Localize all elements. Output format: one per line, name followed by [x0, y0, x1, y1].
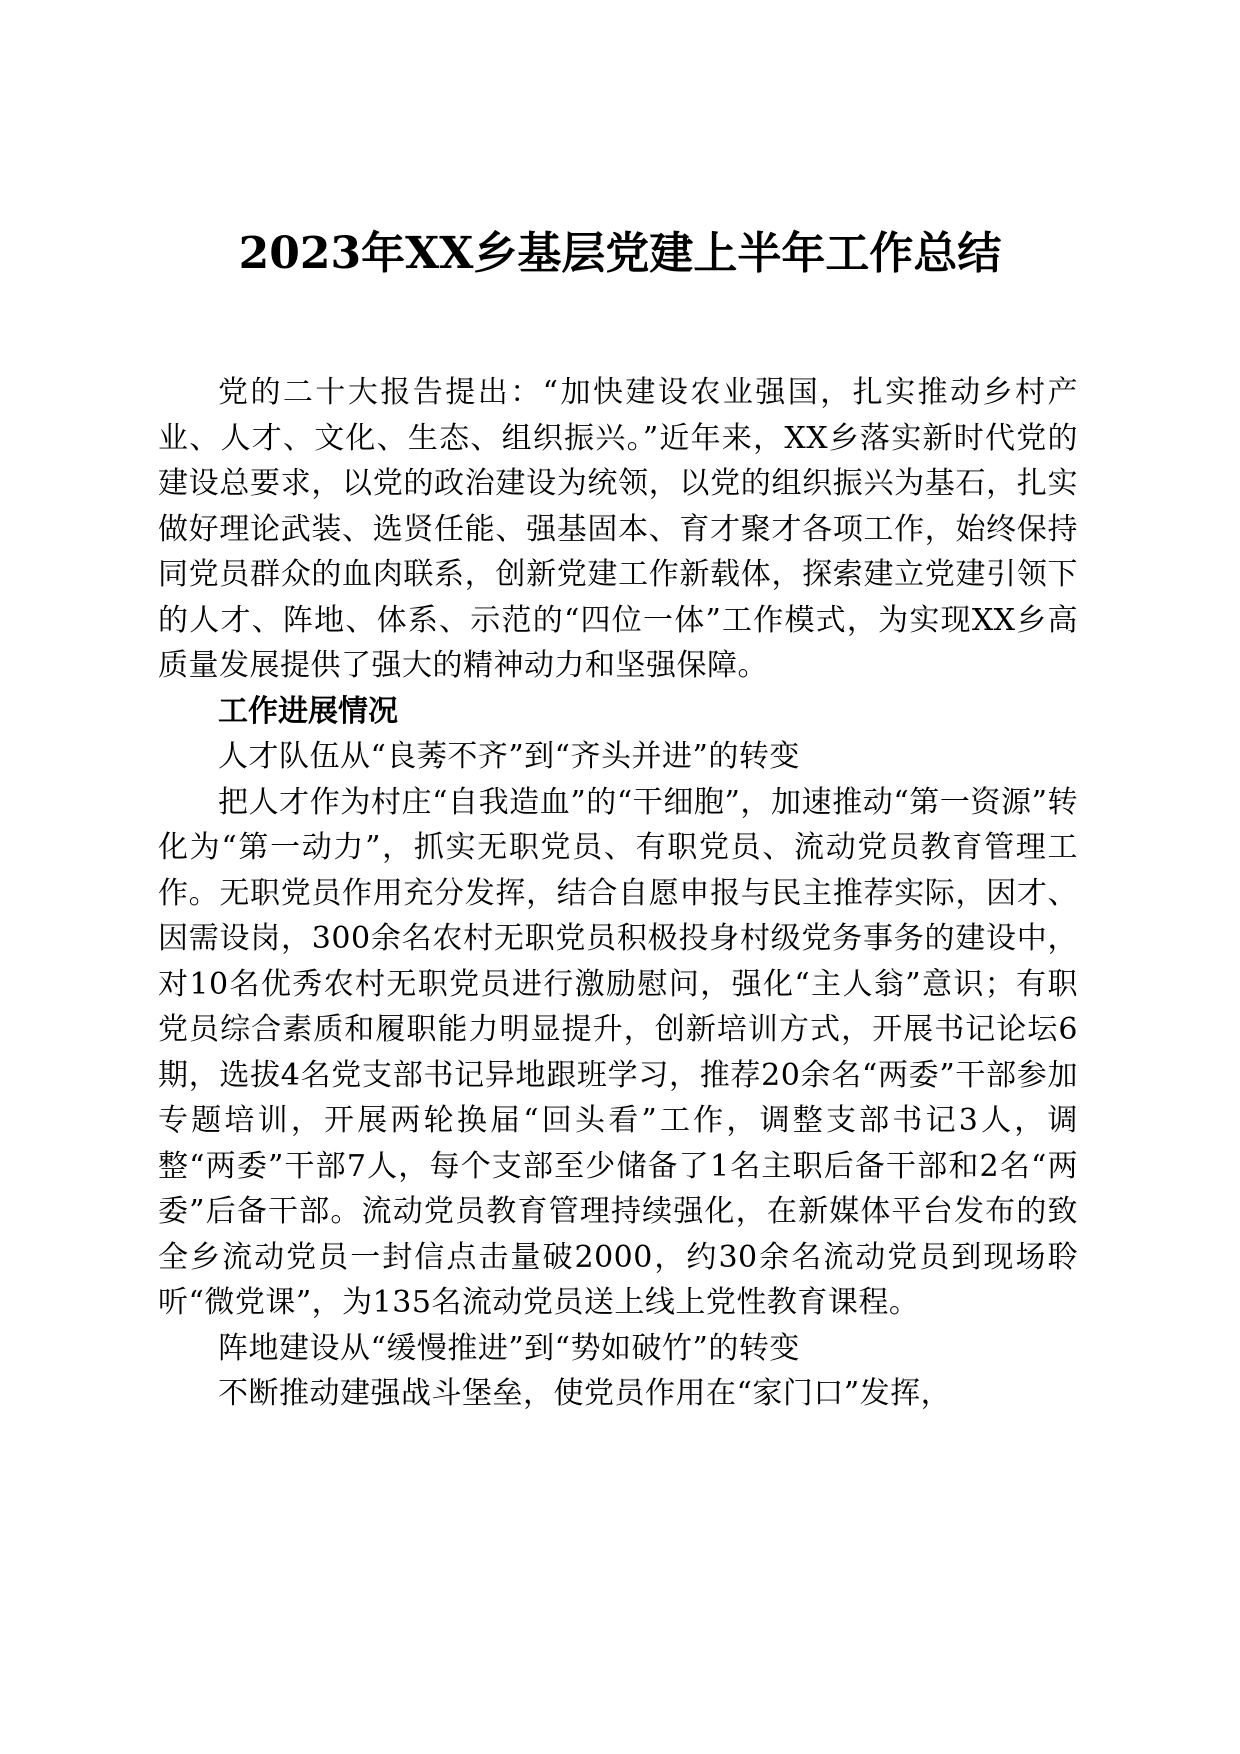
document-body: [158, 370, 1078, 1417]
section-heading-progress: 工作进展情况: [218, 693, 398, 729]
document-title: 2023年XX乡基层党建上半年工作总结: [238, 228, 1002, 279]
subsection-heading-position: 阵地建设从“缓慢推进”到“势如破竹”的转变: [218, 1330, 800, 1366]
subsection-heading-talent: 人才队伍从“良莠不齐”到“齐头并进”的转变: [218, 739, 800, 774]
subsection-paragraph-talent: 把人才作为村庄“自我造血”的“干细胞”，加速推动“第一资源”转化为“第一动力”，抓实无职党员、有职党员、流动党员教育管理工作。无职党员作用充分发挥，结合自愿申报与民主推荐实际，因才、因需设岗，300余名农村无职党员积极投身村级党务事务的建设中，对10名优秀农村无职党员进行激励慰问，强化“主人翁”意识；有职党员综合素质和履职能力明显提升，创新培训方式，开展书记论坛6期，选拔4名党支部书记异地跟班学习，推荐20余名“两委”干部参加专题培训，开展两轮换届“回头看”工作，调整支部书记3人，调整“两委”干部7人，每个支部至少储备了1名主职后备干部和2名“两委”后备干部。流动党员教育管理持续强化，在新媒体平台发布的致全乡流动党员一封信点击量破2000，约30余名流动党员到现场聆听“微党课”，为135名流动党员送上线上党性教育课程。: [158, 784, 1078, 1320]
intro-paragraph: 党的二十大报告提出：“加快建设农业强国，扎实推动乡村产业、人才、文化、生态、组织振兴。”近年来，XX乡落实新时代党的建设总要求，以党的政治建设为统领，以党的组织振兴为基石，扎实做好理论武装、选贤任能、强基固本、育才聚才各项工作，始终保持同党员群众的血肉联系，创新党建工作新载体，探索建立党建引领下的人才、阵地、体系、示范的“四位一体”工作模式，为实现XX乡高质量发展提供了强大的精神动力和坚强保障。: [158, 375, 1078, 683]
subsection-paragraph-position: 不断推动建强战斗堡垒，使党员作用在“家门口”发挥，: [218, 1376, 952, 1411]
